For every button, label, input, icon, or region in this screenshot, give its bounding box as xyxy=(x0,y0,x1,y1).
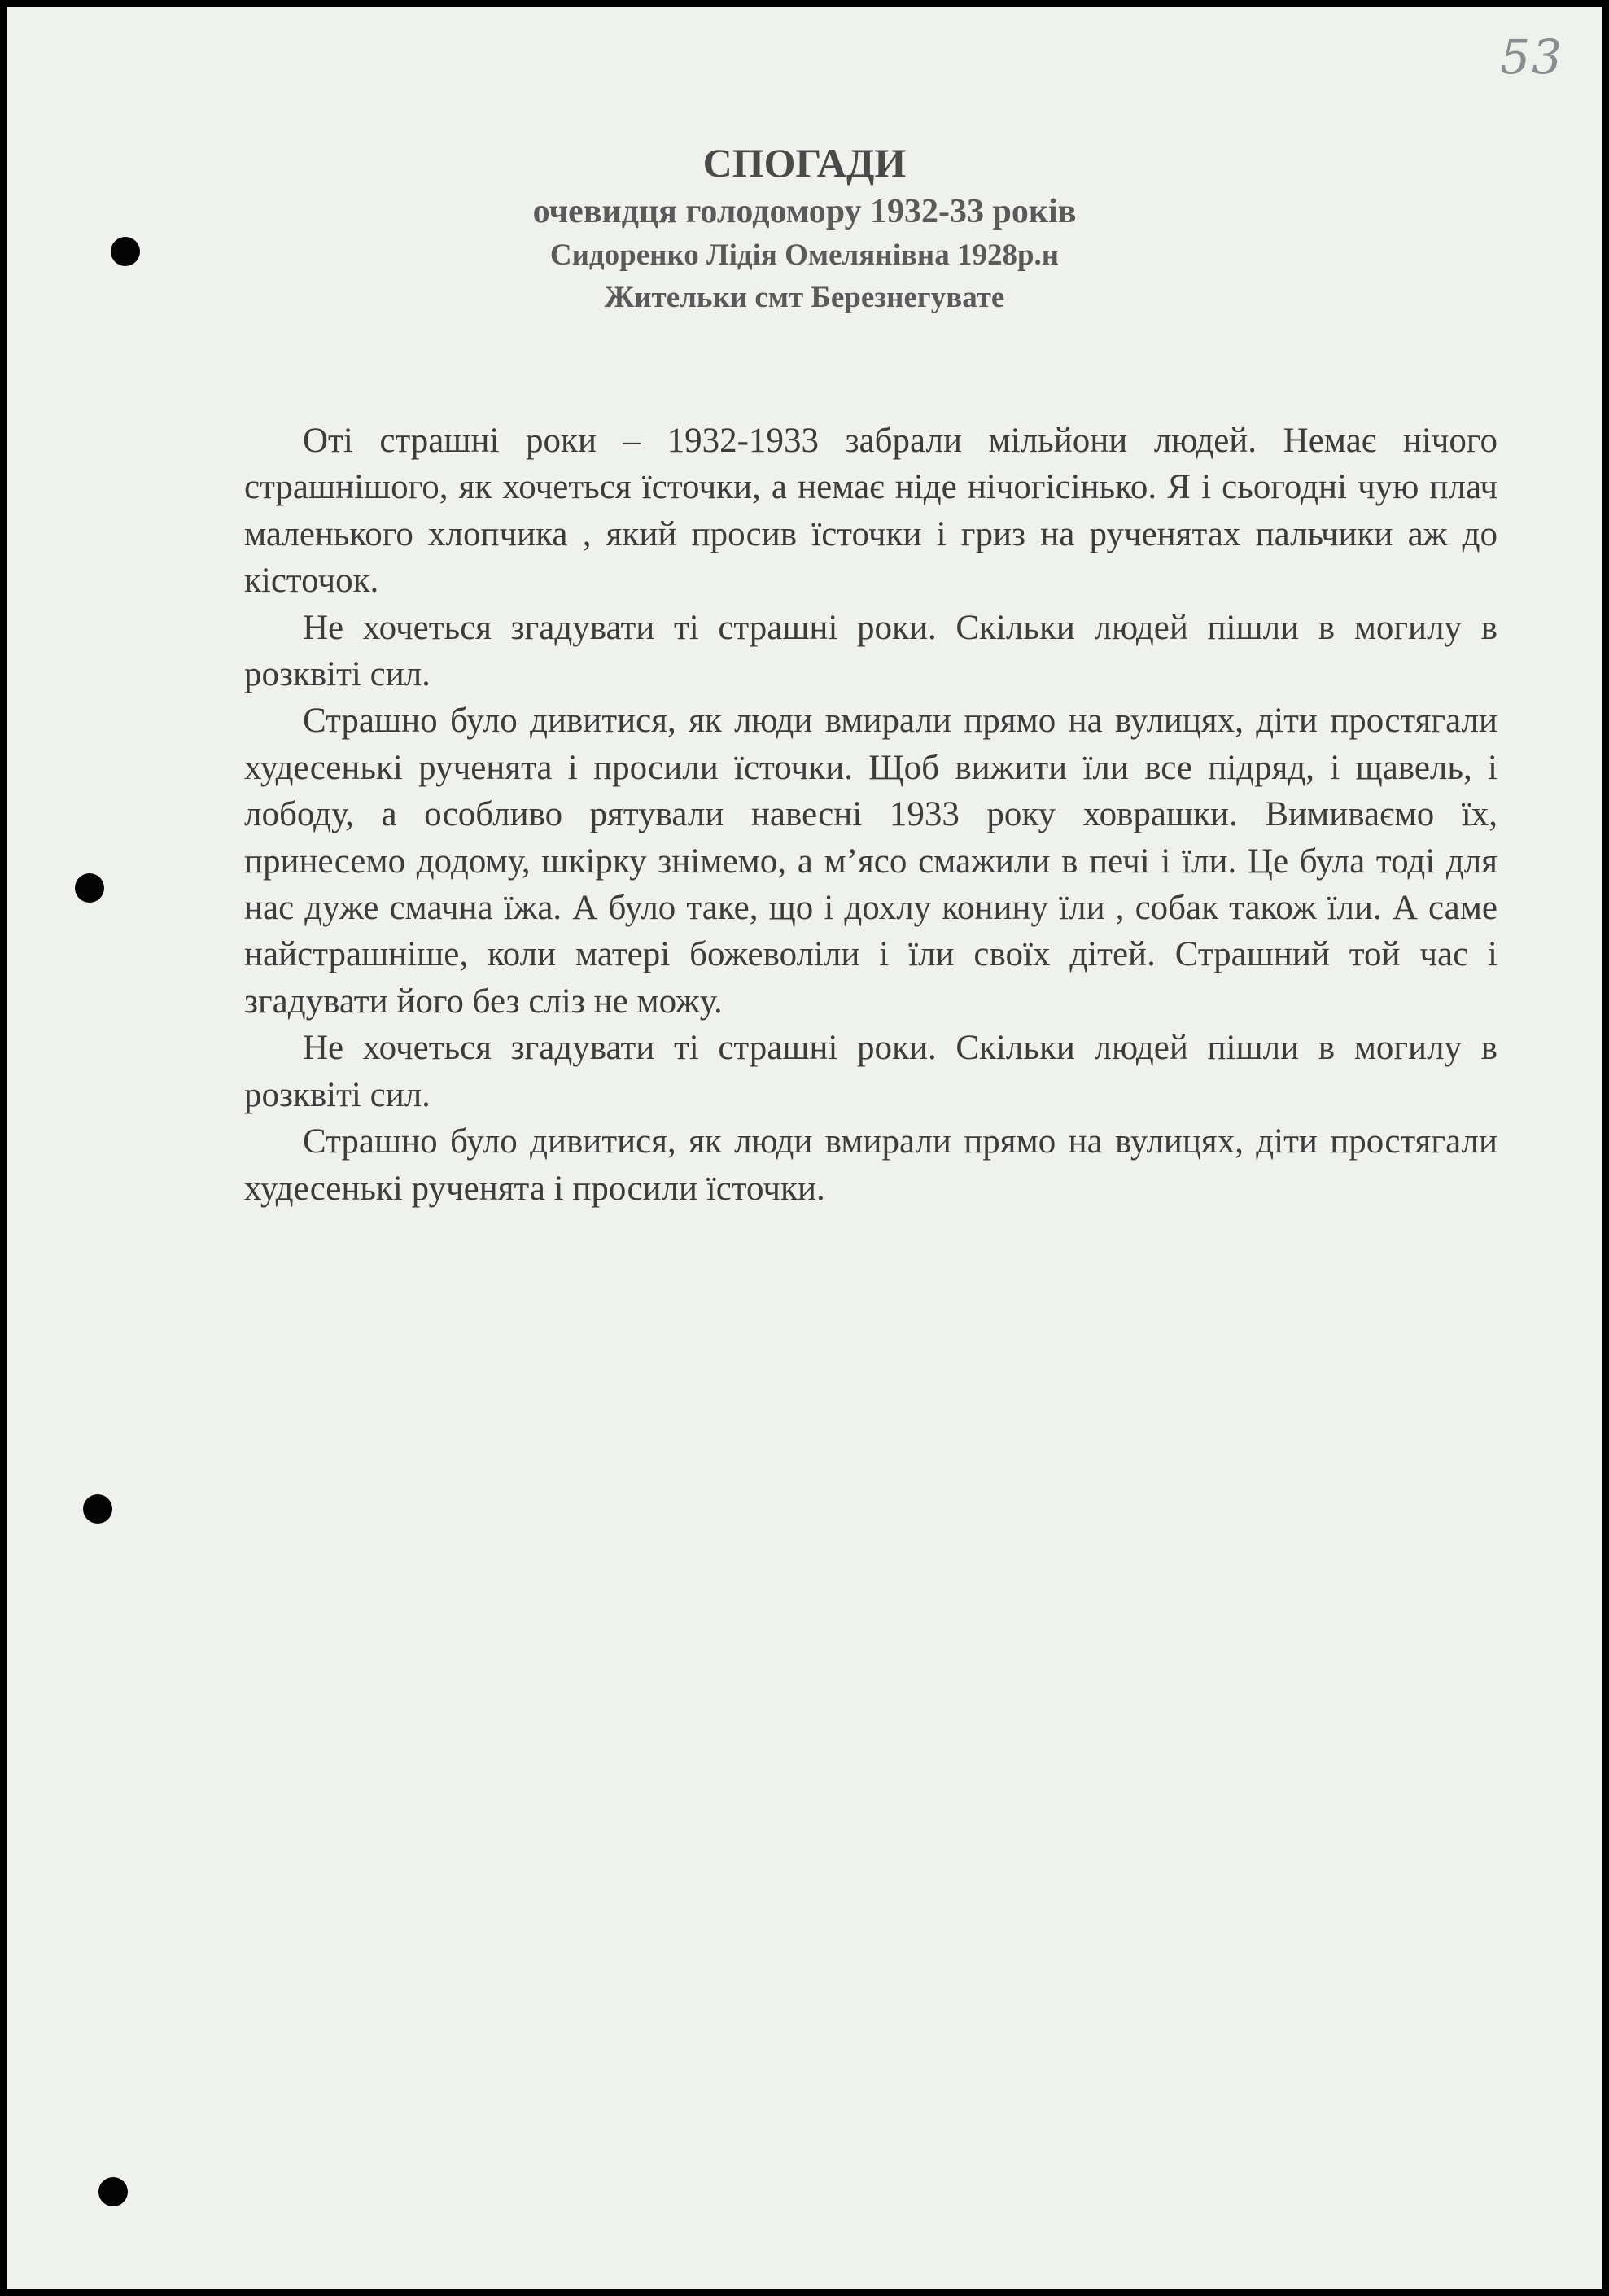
paragraph: Оті страшні роки – 1932-1933 забрали мільйони людей. Немає нічого страшнішого, як хочеться їсточки, а немає ніде нічогісінько. Я і сьогодні чую плач маленького хлопчика , який просив їсточки і гриз на рученятах пальчики аж до кісточок. xyxy=(244,422,1498,601)
punch-hole-2 xyxy=(75,873,104,903)
punch-hole-3 xyxy=(83,1494,112,1524)
document-subtitle: очевидця голодомору 1932-33 років xyxy=(532,193,1077,230)
paragraph: Страшно було дивитися, як люди вмирали прямо на вулицях, діти простягали худесенькі рученята і просили їсточки. Щоб вижити їли все підряд, і щавель, і лободу, а особливо рятували навесні 1933 року ховрашки. Вимиваємо їх, принесемо додому, шкірку знімемо, а м’ясо смажили в печі і їли. Це була тоді для нас дуже смачна їжа. А було таке, що і дохлу конину їли , собак також їли. А саме найстрашніше, коли матері божеволіли і їли своїх дітей. Страшний той час і згадувати його без сліз не можу. xyxy=(244,702,1498,1021)
paragraph: Не хочеться згадувати ті страшні роки. Скільки людей пішли в могилу в розквіті сил. xyxy=(244,1029,1498,1114)
document-page xyxy=(7,7,1602,2289)
paragraph: Не хочеться згадувати ті страшні роки. Скільки людей пішли в могилу в розквіті сил. xyxy=(244,608,1498,694)
author-line: Сидоренко Лідія Омелянівна 1928р.н xyxy=(549,238,1060,272)
document-title: СПОГАДИ xyxy=(702,140,907,186)
paragraph: Страшно було дивитися, як люди вмирали прямо на вулицях, діти простягали худесенькі рученята і просили їсточки. xyxy=(244,1122,1498,1208)
punch-hole-4 xyxy=(98,2177,128,2206)
document-body xyxy=(244,418,1498,1212)
page-number: 53 xyxy=(1500,29,1563,85)
residence-line: Жительки смт Березнегувате xyxy=(604,281,1005,314)
document-header xyxy=(7,137,1602,319)
